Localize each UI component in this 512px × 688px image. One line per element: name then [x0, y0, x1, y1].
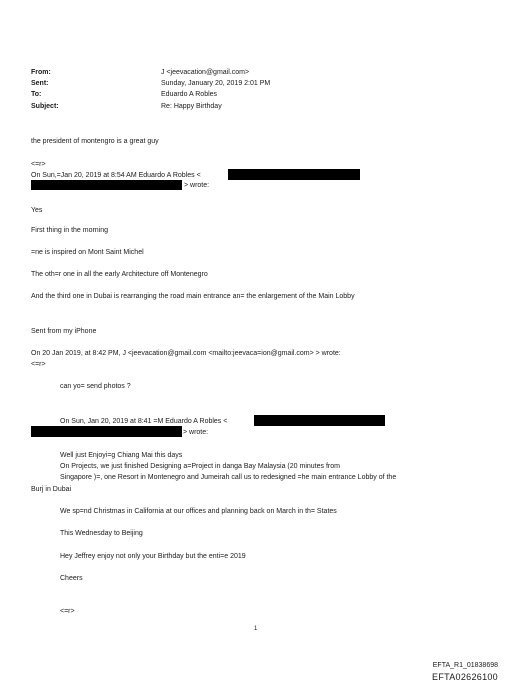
- body-line-4: Yes: [31, 207, 43, 214]
- sent-value: Sunday, January 20, 2019 2:01 PM: [161, 80, 271, 87]
- body-line-3a: On Sun,=Jan 20, 2019 at 8:54 AM Eduardo A Robles <: [31, 172, 201, 179]
- body-line-19: This Wednesday to Beijing: [60, 530, 143, 537]
- body-line-12: can yo= send photos ?: [60, 383, 131, 390]
- from-label: From:: [31, 69, 51, 76]
- redaction-bar: [228, 169, 360, 180]
- body-line-13a: On Sun, Jan 20, 2019 at 8:41 =M Eduardo A Robles <: [60, 418, 228, 425]
- bates-number-primary: EFTA_R1_01838698: [432, 662, 498, 669]
- to-value: Eduardo A Robles: [161, 91, 218, 98]
- bates-number-secondary: EFTA02626100: [432, 672, 498, 682]
- page-number: 1: [254, 626, 258, 632]
- body-line-10: On 20 Jan 2019, at 8:42 PM, J <jeevacation@gmail.com <mailto:jeevaca=ion@gmail.com> > wrote:: [31, 350, 341, 357]
- redaction-bar: [31, 426, 182, 437]
- body-line-3b: > wrote:: [184, 182, 210, 189]
- body-line-16: Singapore )=, one Resort in Montenegro and Jumeirah call us to redesigned =he main entrance Lobby of the: [60, 474, 397, 481]
- to-label: To:: [31, 91, 42, 98]
- from-value: J <jeevacation@gmail.com>: [161, 69, 250, 76]
- body-line-5: First thing in the morning: [31, 227, 109, 234]
- body-line-11: <=r>: [31, 361, 46, 368]
- redaction-bar: [254, 415, 385, 426]
- subject-label: Subject:: [31, 103, 59, 110]
- body-line-15: On Projects, we just finished Designing a=Project in danga Bay Malaysia (20 minutes from: [60, 463, 340, 470]
- subject-value: Re: Happy Birthday: [161, 103, 222, 110]
- body-line-14: Well just Enjoyi=g Chiang Mai this days: [60, 452, 183, 459]
- body-line-18: We sp=nd Christmas in California at our offices and planning back on March in th= States: [60, 508, 337, 515]
- sent-label: Sent:: [31, 80, 49, 87]
- body-line-2: <=r>: [31, 161, 46, 168]
- body-line-6: =ne is inspired on Mont Saint Michel: [31, 249, 144, 256]
- body-line-7: The oth=r one in all the early Architecture off Montenegro: [31, 271, 208, 278]
- body-line-13b: > wrote:: [183, 429, 209, 436]
- body-line-20: Hey Jeffrey enjoy not only your Birthday but the enti=e 2019: [60, 553, 246, 560]
- body-line-1: the president of montengro is a great guy: [31, 138, 159, 145]
- redaction-bar: [31, 180, 182, 190]
- body-line-21: Cheers: [60, 575, 83, 582]
- body-line-8: And the third one in Dubai is rearranging the road main entrance an= the enlargement of the Main Lobby: [31, 293, 355, 300]
- body-line-9: Sent from my iPhone: [31, 328, 97, 335]
- body-line-22: <=r>: [60, 608, 75, 615]
- body-line-17: Burj in Dubai: [31, 486, 72, 493]
